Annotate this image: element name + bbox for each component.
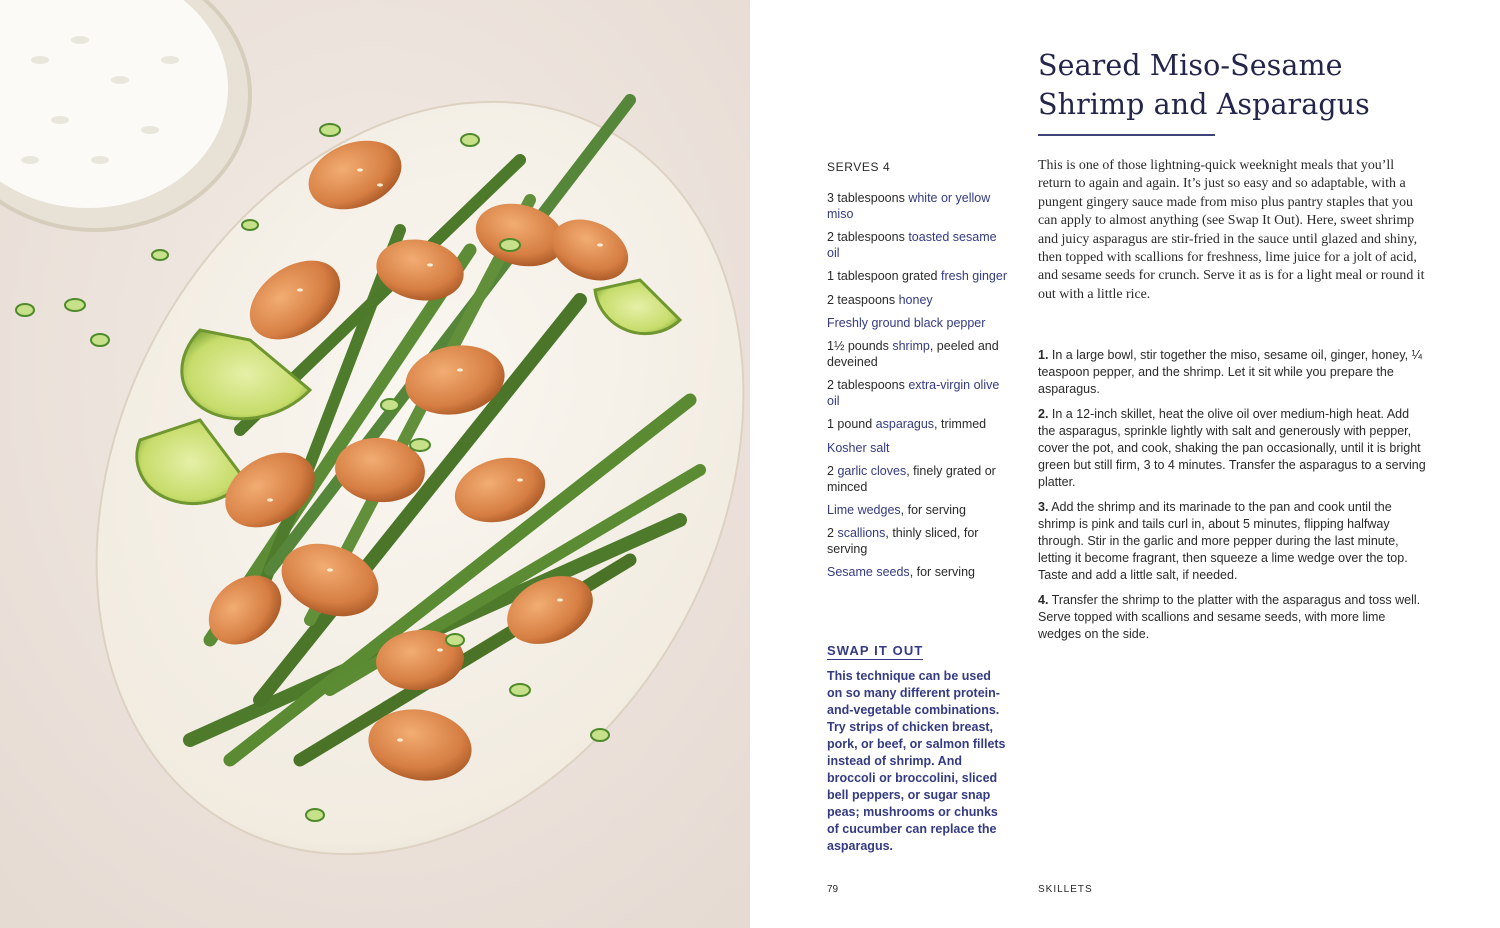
ingredient-item bbox=[827, 292, 1012, 308]
step-number: 2. bbox=[1038, 407, 1049, 421]
step-number: 3. bbox=[1038, 500, 1049, 514]
ingredient-name: fresh ginger bbox=[940, 269, 1007, 284]
ingredient-item bbox=[827, 416, 1012, 432]
ingredient-name: Sesame seeds bbox=[827, 565, 910, 580]
ingredient-item bbox=[827, 463, 1012, 495]
ingredient-detail: , trimmed bbox=[934, 417, 987, 432]
step-text: Add the shrimp and its marinade to the pan and cook until the shrimp is pink and tails curl in, about 5 minutes, flipping halfway through. Stir in the garlic and more pepper during the last minute, letting it become fragrant, then squeeze a lime wedge over the top. Taste and add a little salt, if needed. bbox=[1038, 500, 1408, 582]
recipe-intro: This is one of those lightning-quick weeknight meals that you’ll return to again and again. It’s just so easy and so adaptable, with a pungent gingery sauce made from miso plus pantry staples that you can apply to almost anything (see Swap It Out). Here, sweet shrimp and juicy asparagus are stir-fried in the sauce until glazed and shiny, then topped with scallions for freshness, lime juice for a jolt of acid, and sesame seeds for crunch. Serve it as is for a light meal or round it out with a little rice. bbox=[1038, 158, 1425, 302]
ingredient-name: honey bbox=[898, 292, 933, 307]
method-step bbox=[1038, 499, 1428, 584]
ingredient-detail: 1½ pounds bbox=[827, 338, 893, 353]
ingredient-detail: , finely grated or minced bbox=[827, 463, 996, 494]
ingredient-detail: 2 bbox=[827, 526, 838, 541]
ingredient-name: Kosher salt bbox=[827, 440, 890, 455]
page-number: 79 bbox=[827, 884, 839, 895]
swap-it-out-heading: SWAP IT OUT bbox=[827, 643, 924, 658]
ingredient-name: asparagus bbox=[875, 417, 935, 432]
method-step bbox=[1038, 592, 1428, 643]
ingredient-detail: 2 bbox=[827, 463, 838, 478]
recipe-title-line-2: Shrimp and Asparagus bbox=[1038, 88, 1370, 121]
ingredient-item bbox=[827, 564, 1012, 580]
method-step bbox=[1038, 347, 1428, 398]
ingredient-name: Lime wedges bbox=[827, 502, 901, 517]
title-underline bbox=[1038, 134, 1215, 136]
ingredient-name: extra-virgin olive oil bbox=[827, 378, 1000, 409]
ingredient-item bbox=[827, 502, 1012, 518]
ingredient-detail: 3 tablespoons bbox=[827, 191, 909, 205]
ingredient-item bbox=[827, 377, 1012, 409]
ingredient-name: shrimp bbox=[892, 338, 930, 353]
ingredient-item bbox=[827, 440, 1012, 456]
ingredient-item bbox=[827, 525, 1012, 557]
ingredient-detail: , thinly sliced, for serving bbox=[827, 526, 979, 557]
method-step bbox=[1038, 406, 1428, 491]
ingredient-name: white or yellow miso bbox=[827, 191, 991, 221]
section-name: SKILLETS bbox=[1038, 884, 1093, 895]
ingredient-name: scallions bbox=[837, 526, 886, 541]
step-number: 4. bbox=[1038, 593, 1049, 607]
ingredient-name: Freshly ground black pepper bbox=[827, 315, 986, 330]
recipe-page bbox=[750, 0, 1500, 928]
method-steps bbox=[1038, 347, 1428, 651]
ingredient-name: toasted sesame oil bbox=[827, 230, 997, 261]
ingredient-detail: 1 pound bbox=[827, 417, 876, 432]
ingredient-detail: , peeled and deveined bbox=[827, 338, 999, 369]
ingredient-detail: , for serving bbox=[909, 565, 975, 580]
recipe-title bbox=[1038, 46, 1458, 124]
ingredient-detail: 2 teaspoons bbox=[827, 292, 899, 307]
ingredient-detail: , for serving bbox=[900, 502, 966, 517]
ingredient-item bbox=[827, 190, 1012, 222]
swap-it-out-text: This technique can be used on so many different protein-and-vegetable combinations. Try strips of chicken breast, pork, or beef, or salmon fillets instead of shrimp. And broccoli or broccolini, sliced bell peppers, or sugar snap peas; mushrooms or chunks of cucumber can replace the asparagus. bbox=[827, 669, 1006, 853]
ingredient-item bbox=[827, 229, 1012, 261]
ingredient-item bbox=[827, 268, 1012, 284]
ingredient-item bbox=[827, 315, 1012, 331]
ingredient-detail: 2 tablespoons bbox=[827, 378, 909, 393]
recipe-title-line-1: Seared Miso-Sesame bbox=[1038, 49, 1343, 82]
ingredient-detail: 1 tablespoon grated bbox=[827, 269, 941, 284]
step-text: Transfer the shrimp to the platter with the asparagus and toss well. Serve topped with scallions and sesame seeds, with more lime wedges on the side. bbox=[1038, 593, 1421, 641]
step-text: In a 12-inch skillet, heat the olive oil over medium-high heat. Add the asparagus, sprinkle lightly with salt and generously with pepper, cover the pot, and cook, shaking the pan occasionally, until it is bright green but still firm, 3 to 4 minutes. Transfer the asparagus to a serving platter. bbox=[1038, 407, 1426, 489]
serves-label: SERVES 4 bbox=[827, 160, 891, 174]
ingredient-list bbox=[827, 190, 1012, 587]
ingredient-name: garlic cloves bbox=[837, 463, 907, 478]
step-number: 1. bbox=[1038, 348, 1049, 362]
ingredient-detail: 2 tablespoons bbox=[827, 230, 909, 245]
ingredient-item bbox=[827, 338, 1012, 370]
step-text: In a large bowl, stir together the miso, sesame oil, ginger, honey, ¼ teaspoon pepper, and the shrimp. Let it sit while you prepare the asparagus. bbox=[1038, 348, 1423, 396]
